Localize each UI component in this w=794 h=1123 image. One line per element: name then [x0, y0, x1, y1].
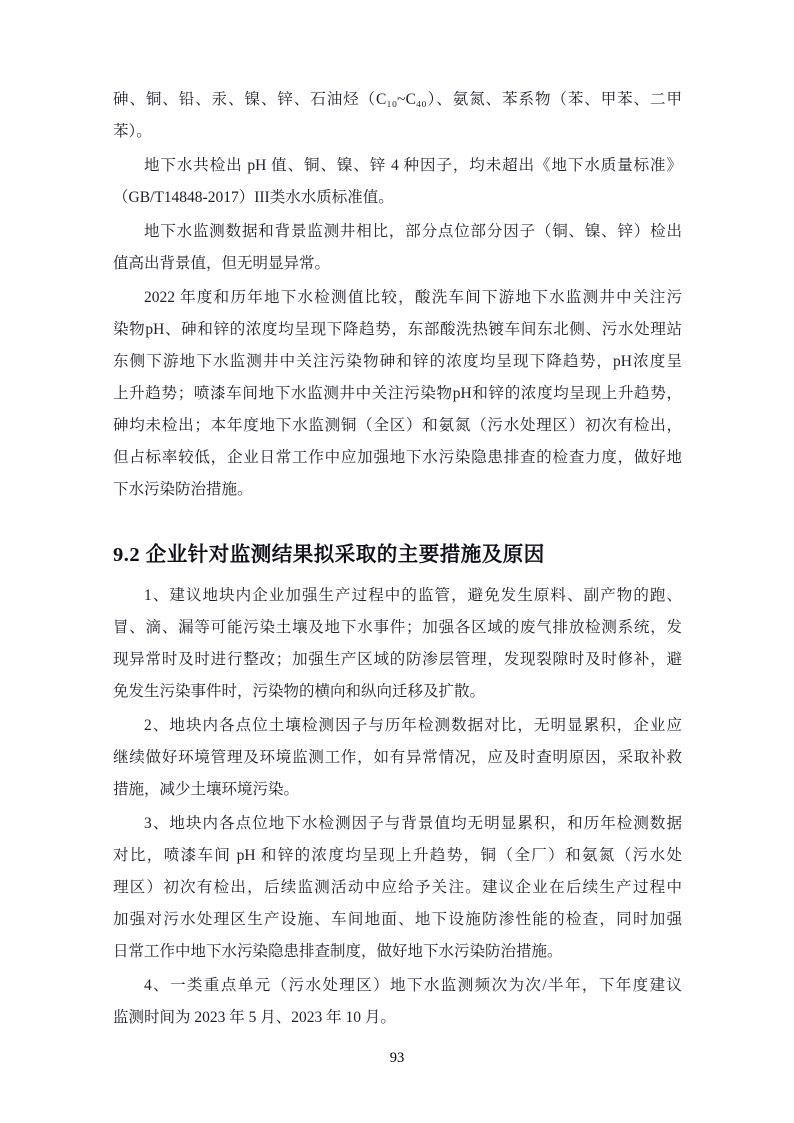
text-line: 2、地块内各点位土壤检测因子与历年检测数据对比，无明显累积，企业应 — [144, 717, 682, 734]
text-line: 现异常时及时进行整改；加强生产区域的防渗层管理，发现裂隙时及时修补，避 — [113, 651, 682, 668]
text-line: 上升趋势；喷漆车间地下水监测井中关注污染物pH和锌的浓度均呈现上升趋势， — [113, 385, 682, 402]
text-line: （GB/T14848-2017）III类水水质标准值。 — [113, 189, 394, 206]
paragraph — [113, 84, 682, 148]
text-line: 东侧下游地下水监测井中关注污染物砷和锌的浓度均呈现下降趋势，pH浓度呈 — [113, 353, 682, 370]
text-line: 地下水监测数据和背景监测井相比，部分点位部分因子（铜、镍、锌）检出 — [144, 223, 682, 240]
paragraph — [113, 282, 682, 506]
document-body — [113, 84, 682, 1036]
paragraph — [113, 216, 682, 280]
text-line: 2022 年度和历年地下水检测值比较，酸洗车间下游地下水监测井中关注污 — [144, 289, 682, 306]
paragraph — [113, 580, 682, 708]
text-line: 砷均未检出；本年度地下水监测铜（全区）和氨氮（污水处理区）初次有检出， — [113, 417, 682, 434]
text-line: 砷、铜、铅、汞、镍、锌、石油烃（C₁₀~C₄₀）、氨氮、苯系物（苯、甲苯、二甲 — [113, 91, 682, 108]
text-line: 冒、滴、漏等可能污染土壤及地下水事件；加强各区域的废气排放检测系统，发 — [113, 619, 682, 636]
paragraph — [113, 710, 682, 806]
text-line: 4、一类重点单元（污水处理区）地下水监测频次为次/半年，下年度建议 — [144, 977, 682, 994]
page-number: 93 — [389, 1050, 405, 1066]
paragraph — [113, 808, 682, 968]
text-line: 下水污染防治措施。 — [113, 481, 253, 498]
text-line: 地下水共检出 pH 值、铜、镍、锌 4 种因子，均未超出《地下水质量标准》 — [144, 157, 682, 174]
text-line: 但占标率较低，企业日常工作中应加强地下水污染隐患排查的检查力度，做好地 — [113, 449, 682, 466]
section-heading: 9.2 企业针对监测结果拟采取的主要措施及原因 — [113, 544, 545, 566]
text-line: 加强对污水处理区生产设施、车间地面、地下设施防渗性能的检查，同时加强 — [113, 911, 682, 928]
text-line: 苯）。 — [113, 123, 152, 140]
text-line: 理区）初次有检出，后续监测活动中应给予关注。建议企业在后续生产过程中 — [113, 879, 682, 896]
paragraph — [113, 150, 682, 214]
text-line: 3、地块内各点位地下水检测因子与背景值均无明显累积，和历年检测数据 — [144, 815, 682, 832]
text-line: 染物pH、砷和锌的浓度均呈现下降趋势，东部酸洗热镀车间东北侧、污水处理站 — [113, 321, 682, 338]
text-line: 免发生污染事件时，污染物的横向和纵向迁移及扩散。 — [113, 683, 486, 700]
text-line: 日常工作中地下水污染隐患排查制度，做好地下水污染防治措施。 — [113, 943, 563, 960]
text-line: 继续做好环境管理及环境监测工作，如有异常情况，应及时查明原因，采取补救 — [113, 749, 682, 766]
text-line: 措施，减少土壤环境污染。 — [113, 781, 300, 798]
text-line: 对比，喷漆车间 pH 和锌的浓度均呈现上升趋势，铜（全厂）和氨氮（污水处 — [113, 847, 682, 864]
paragraph — [113, 970, 682, 1034]
text-line: 1、建议地块内企业加强生产过程中的监管，避免发生原料、副产物的跑、 — [144, 587, 682, 604]
text-line: 值高出背景值，但无明显异常。 — [113, 255, 331, 272]
text-line: 监测时间为 2023 年 5 月、2023 年 10 月。 — [113, 1009, 396, 1026]
